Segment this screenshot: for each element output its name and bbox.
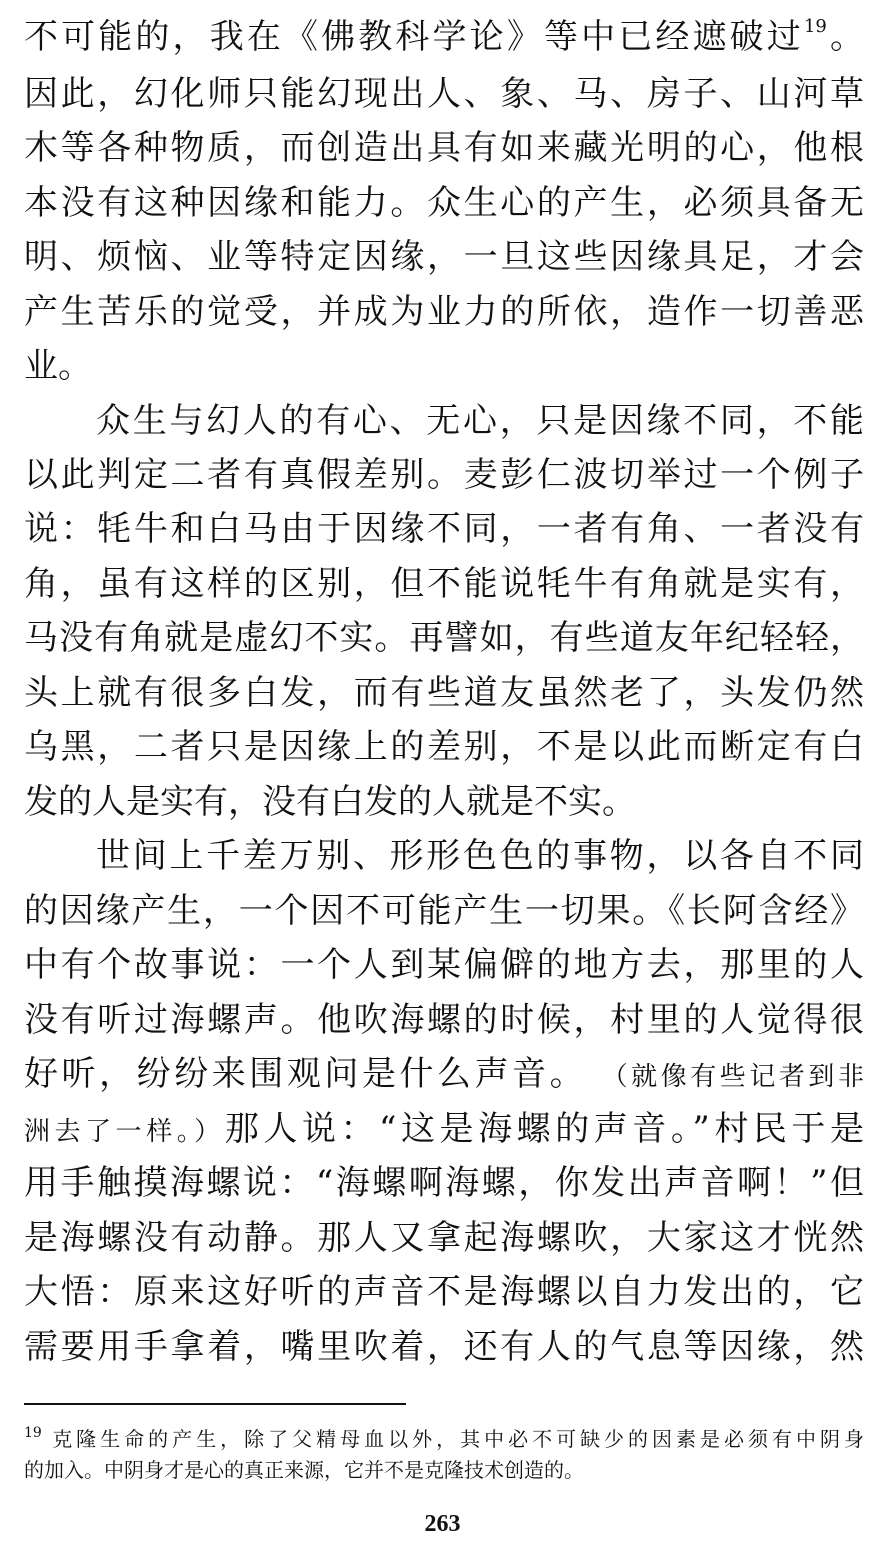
body-line: 产生苦乐的觉受，并成为业力的所依，造作一切善恶 [24,292,864,332]
footnote-reference[interactable]: 19 [803,16,827,37]
body-line [24,10,864,64]
body-line: 本没有这种因缘和能力。众生心的产生，必须具备无 [24,183,864,223]
body-line: 头上就有很多白发，而有些道友虽然老了，头发仍然 [24,673,864,713]
body-line: 是海螺没有动静。那人又拿起海螺吹，大家这才恍然 [24,1218,864,1258]
footnote-separator [24,1403,406,1405]
body-line: 以此判定二者有真假差别。麦彭仁波切举过一个例子 [24,455,864,495]
body-line: 需要用手拿着，嘴里吹着，还有人的气息等因缘，然 [24,1327,864,1367]
body-line: 因此，幻化师只能幻现出人、象、马、房子、山河草 [24,74,864,114]
footnote-number: 19 [24,1425,42,1441]
aside-text: 洲去了一样。） [24,1117,225,1147]
footnote-text: 克隆生命的产生，除了父精母血以外，其中必不可缺少的因素是必须有中阴身 [52,1427,864,1451]
body-line [24,1047,864,1101]
body-line-text: 那人说：“这是海螺的声音。”村民于是 [224,1109,864,1149]
body-line: 用手触摸海螺说：“海螺啊海螺，你发出声音啊！”但 [24,1163,864,1203]
body-line: 业。 [24,346,92,386]
body-line: 马没有角就是虚幻不实。再譬如，有些道友年纪轻轻， [24,618,864,658]
footnote-line [24,1424,864,1454]
body-line-text: 。 [826,17,864,57]
body-line-text: 好听，纷纷来围观问是什么声音。 [24,1054,588,1094]
body-line: 角，虽有这样的区别，但不能说牦牛有角就是实有， [24,564,864,604]
body-line: 大悟：原来这好听的声音不是海螺以自力发出的，它 [24,1272,864,1312]
body-line [24,1102,864,1156]
paragraph-start-line: 众生与幻人的有心、无心，只是因缘不同，不能 [96,401,864,441]
body-line: 乌黑，二者只是因缘上的差别，不是以此而断定有白 [24,727,864,767]
body-line-text: 不可能的，我在《佛教科学论》等中已经遮破过 [24,17,804,57]
paragraph-start-line: 世间上千差万别、形形色色的事物，以各自不同 [96,836,864,876]
body-line: 说：牦牛和白马由于因缘不同，一者有角、一者没有 [24,509,864,549]
body-line: 木等各种物质，而创造出具有如来藏光明的心，他根 [24,128,864,168]
body-line: 的因缘产生，一个因不可能产生一切果。《长阿含经》 [24,891,864,931]
aside-text: （就像有些记者到非 [601,1062,864,1092]
body-line: 没有听过海螺声。他吹海螺的时候，村里的人觉得很 [24,1000,864,1040]
page-number: 263 [424,1511,461,1537]
body-line: 发的人是实有，没有白发的人就是不实。 [24,782,636,822]
footnote-line: 的加入。中阴身才是心的真正来源，它并不是克隆技术创造的。 [24,1458,584,1482]
body-line: 中有个故事说：一个人到某偏僻的地方去，那里的人 [24,945,864,985]
body-line: 明、烦恼、业等特定因缘，一旦这些因缘具足，才会 [24,237,864,277]
